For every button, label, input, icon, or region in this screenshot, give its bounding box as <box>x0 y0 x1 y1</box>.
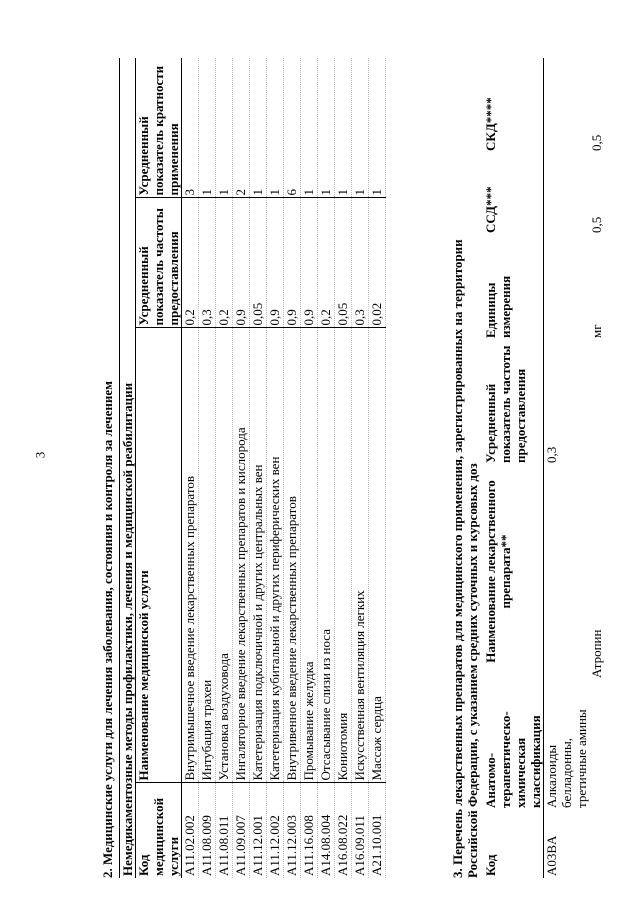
service-name: Массаж сердца <box>369 328 386 783</box>
service-name: Катетеризация кубитальной и других периферических вен <box>267 328 284 783</box>
table-row <box>335 58 352 878</box>
service-multiplicity: 1 <box>216 58 233 198</box>
services-header-row <box>136 58 182 878</box>
drug-skd: 0,5 <box>589 134 604 151</box>
header-drug-name: Наименование лекарственного препарата** <box>483 465 544 680</box>
service-name: Внутривенное введение лекарственных препаратов <box>284 328 301 783</box>
service-name: Ингаляторное введение лекарственных препаратов и кислорода <box>233 328 250 783</box>
services-subheader-row <box>120 58 136 878</box>
service-code: A11.16.008 <box>301 783 318 878</box>
drug-frequency: 0,3 <box>544 446 559 463</box>
drug-ssd: 0,5 <box>589 216 604 233</box>
drug-frequency <box>589 340 604 465</box>
section-3-title-line-2: Российской Федерации, с указанием средних суточных и курсовых доз <box>465 463 480 878</box>
table-row <box>369 58 386 878</box>
header-unit: Единицы измерения <box>483 235 544 340</box>
service-code: A21.10.001 <box>369 783 386 878</box>
table-row <box>182 58 199 878</box>
service-multiplicity: 1 <box>335 58 352 198</box>
service-code: A16.09.011 <box>352 783 369 878</box>
section-2-title: 2. Медицинские услуги для лечения заболевания, состояния и контроля за лечением <box>100 380 115 878</box>
drug-code <box>589 810 604 878</box>
header-frequency: Усредненный показатель частоты предоставления <box>136 198 182 328</box>
service-multiplicity: 6 <box>284 58 301 198</box>
service-multiplicity: 3 <box>182 58 199 198</box>
service-multiplicity: 1 <box>352 58 369 198</box>
drug-skd <box>544 58 590 153</box>
header-code: Код медицинской услуги <box>136 783 182 878</box>
service-frequency: 0,05 <box>250 198 267 328</box>
drug-name <box>544 465 590 680</box>
service-frequency: 0,3 <box>352 198 369 328</box>
service-frequency: 0,2 <box>182 198 199 328</box>
services-table <box>119 58 386 878</box>
header-ssd: ССД*** <box>483 153 544 235</box>
service-multiplicity: 1 <box>369 58 386 198</box>
drug-atc-group <box>589 680 604 810</box>
table-row <box>216 58 233 878</box>
drug-ssd <box>544 153 590 235</box>
table-row <box>267 58 284 878</box>
service-code: A11.12.003 <box>284 783 301 878</box>
table-row <box>233 58 250 878</box>
table-row <box>352 58 369 878</box>
service-name: Промывание желудка <box>301 328 318 783</box>
service-multiplicity: 1 <box>301 58 318 198</box>
service-frequency: 0,2 <box>216 198 233 328</box>
service-frequency: 0,9 <box>301 198 318 328</box>
service-name: Отсасывание слизи из носа <box>318 328 335 783</box>
header-drug-frequency: Усредненный показатель частоты предоставления <box>483 340 544 465</box>
service-code: A11.08.011 <box>216 783 233 878</box>
drugs-header-row <box>483 58 544 878</box>
service-multiplicity: 1 <box>199 58 216 198</box>
header-atc: Анатомо-терапевтическо-химическая классификация <box>483 680 544 810</box>
drugs-table <box>483 58 604 878</box>
service-code: A16.08.022 <box>335 783 352 878</box>
table-row <box>284 58 301 878</box>
service-multiplicity: 1 <box>318 58 335 198</box>
drug-code: A03BA <box>544 835 559 876</box>
service-frequency: 0,05 <box>335 198 352 328</box>
drug-atc-group: Алкалоиды белладонны, третичные амины <box>544 709 589 808</box>
page-number: 3 <box>32 451 48 459</box>
service-code: A11.09.007 <box>233 783 250 878</box>
service-name: Катетеризация подключичной и других центральных вен <box>250 328 267 783</box>
table-row <box>199 58 216 878</box>
services-subtitle: Немедикаментозные методы профилактики, лечения и медицинской реабилитации <box>120 58 136 878</box>
table-row <box>318 58 335 878</box>
drug-unit <box>544 235 590 340</box>
drug-unit: мг <box>589 324 604 338</box>
service-multiplicity: 1 <box>267 58 284 198</box>
header-drug-code: Код <box>483 810 544 878</box>
drug-name: Атропин <box>589 629 604 678</box>
service-frequency: 0,3 <box>199 198 216 328</box>
header-service-name: Наименование медицинской услуги <box>136 328 182 783</box>
service-name: Установка воздуховода <box>216 328 233 783</box>
service-code: A14.08.004 <box>318 783 335 878</box>
table-row <box>250 58 267 878</box>
service-multiplicity: 1 <box>250 58 267 198</box>
service-code: A11.02.002 <box>182 783 199 878</box>
service-frequency: 0,9 <box>233 198 250 328</box>
service-code: A11.12.001 <box>250 783 267 878</box>
table-row <box>544 58 590 878</box>
service-frequency: 0,2 <box>318 198 335 328</box>
header-multiplicity: Усредненный показатель кратности применения <box>136 58 182 198</box>
service-code: A11.08.009 <box>199 783 216 878</box>
service-frequency: 0,9 <box>267 198 284 328</box>
service-frequency: 0,9 <box>284 198 301 328</box>
service-name: Внутримышечное введение лекарственных препаратов <box>182 328 199 783</box>
service-code: A11.12.002 <box>267 783 284 878</box>
service-multiplicity: 2 <box>233 58 250 198</box>
service-name: Интубация трахеи <box>199 328 216 783</box>
section-3-title-line-1: 3. Перечень лекарственных препаратов для медицинского применения, зарегистрированных на территории <box>450 239 465 878</box>
table-row <box>589 58 604 878</box>
rotated-page-content <box>100 58 620 878</box>
service-name: Кониотомия <box>335 328 352 783</box>
header-skd: СКД**** <box>483 58 544 153</box>
service-frequency: 0,02 <box>369 198 386 328</box>
service-name: Искусственная вентиляция легких <box>352 328 369 783</box>
table-row <box>301 58 318 878</box>
